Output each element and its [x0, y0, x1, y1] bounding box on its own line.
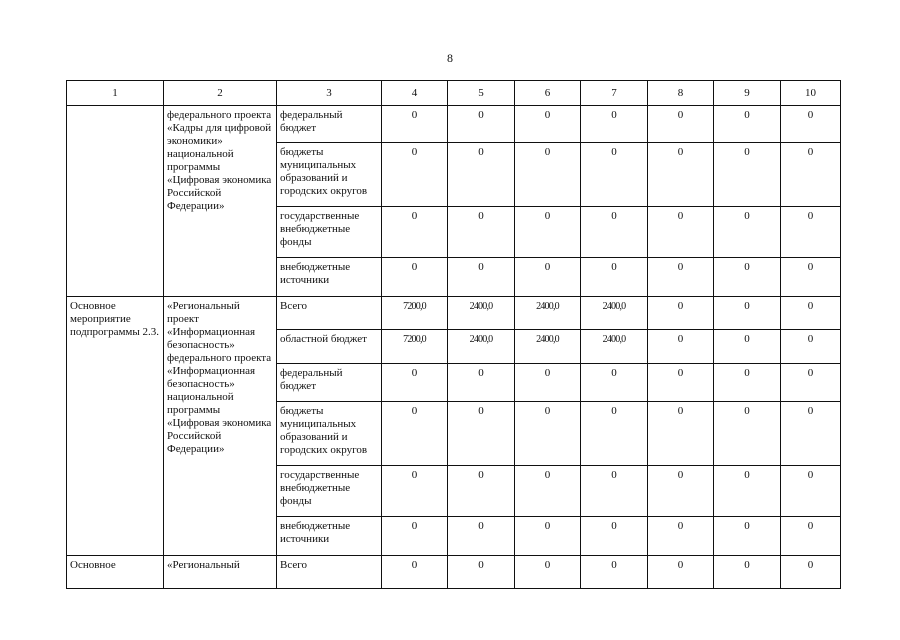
- amount-cell: 0: [448, 517, 515, 556]
- amount-cell: 0: [515, 466, 581, 517]
- amount-cell: 0: [781, 106, 841, 143]
- amount-cell: 0: [448, 402, 515, 466]
- amount-cell: 0: [515, 517, 581, 556]
- project-name-cell: «Региональный: [164, 556, 277, 589]
- amount-cell: 0: [714, 207, 781, 258]
- amount-cell: 0: [448, 143, 515, 207]
- funding-source-cell: бюджеты муниципальных образований и городских округов: [277, 402, 382, 466]
- amount-cell: 0: [648, 258, 714, 297]
- amount-cell: 0: [714, 517, 781, 556]
- column-number: 1: [67, 81, 164, 106]
- amount-cell: 0: [581, 402, 648, 466]
- amount-cell: 0: [781, 466, 841, 517]
- amount-cell: 0: [382, 517, 448, 556]
- amount-cell: 0: [648, 517, 714, 556]
- amount-cell: 7200,0: [382, 330, 448, 364]
- amount-cell: 0: [515, 556, 581, 589]
- amount-cell: 0: [382, 207, 448, 258]
- amount-cell: 0: [781, 517, 841, 556]
- amount-cell: 0: [382, 106, 448, 143]
- column-number: 4: [382, 81, 448, 106]
- amount-cell: 0: [781, 297, 841, 330]
- funding-source-cell: областной бюджет: [277, 330, 382, 364]
- amount-cell: 7200,0: [382, 297, 448, 330]
- amount-cell: 0: [714, 297, 781, 330]
- amount-cell: 0: [515, 402, 581, 466]
- amount-cell: 0: [648, 106, 714, 143]
- amount-cell: 0: [581, 466, 648, 517]
- funding-source-cell: государственные внебюджетные фонды: [277, 207, 382, 258]
- amount-cell: 0: [781, 143, 841, 207]
- amount-cell: 0: [448, 207, 515, 258]
- amount-cell: 0: [781, 330, 841, 364]
- column-number-row: [67, 81, 841, 106]
- amount-cell: 0: [581, 143, 648, 207]
- table-row: [67, 297, 841, 330]
- amount-cell: 0: [781, 402, 841, 466]
- funding-source-cell: федеральный бюджет: [277, 106, 382, 143]
- amount-cell: 0: [648, 207, 714, 258]
- amount-cell: 2400,0: [448, 330, 515, 364]
- amount-cell: 0: [714, 556, 781, 589]
- amount-cell: 0: [781, 258, 841, 297]
- project-name-cell: «Региональный проект «Информационная безопасность» федерального проекта «Информационная безопасность» национальной программы «Цифровая экономика Российской Федерации»: [164, 297, 277, 556]
- column-number: 5: [448, 81, 515, 106]
- budget-table: [66, 80, 841, 589]
- amount-cell: 0: [581, 207, 648, 258]
- column-number: 6: [515, 81, 581, 106]
- amount-cell: 0: [648, 364, 714, 402]
- amount-cell: 0: [448, 106, 515, 143]
- amount-cell: 0: [382, 143, 448, 207]
- amount-cell: 0: [714, 258, 781, 297]
- amount-cell: 0: [714, 106, 781, 143]
- amount-cell: 0: [382, 258, 448, 297]
- amount-cell: 0: [581, 517, 648, 556]
- amount-cell: 0: [714, 143, 781, 207]
- funding-source-cell: федеральный бюджет: [277, 364, 382, 402]
- amount-cell: 0: [382, 402, 448, 466]
- amount-cell: 0: [515, 207, 581, 258]
- amount-cell: 0: [648, 297, 714, 330]
- amount-cell: 0: [515, 258, 581, 297]
- amount-cell: 0: [714, 364, 781, 402]
- amount-cell: 0: [515, 364, 581, 402]
- column-number: 2: [164, 81, 277, 106]
- table-row: [67, 556, 841, 589]
- event-name-cell: Основное мероприятие подпрограммы 2.3.: [67, 297, 164, 556]
- funding-source-cell: государственные внебюджетные фонды: [277, 466, 382, 517]
- event-name-cell: Основное: [67, 556, 164, 589]
- funding-source-cell: внебюджетные источники: [277, 258, 382, 297]
- amount-cell: 2400,0: [581, 330, 648, 364]
- column-number: 3: [277, 81, 382, 106]
- funding-source-cell: Всего: [277, 297, 382, 330]
- funding-source-cell: Всего: [277, 556, 382, 589]
- event-name-cell: [67, 106, 164, 297]
- amount-cell: 0: [581, 258, 648, 297]
- amount-cell: 0: [448, 556, 515, 589]
- amount-cell: 0: [515, 143, 581, 207]
- amount-cell: 0: [581, 106, 648, 143]
- column-number: 9: [714, 81, 781, 106]
- amount-cell: 0: [581, 364, 648, 402]
- column-number: 10: [781, 81, 841, 106]
- amount-cell: 0: [714, 402, 781, 466]
- amount-cell: 2400,0: [515, 330, 581, 364]
- amount-cell: 0: [382, 466, 448, 517]
- column-number: 8: [648, 81, 714, 106]
- table-row: [67, 106, 841, 143]
- amount-cell: 0: [714, 330, 781, 364]
- funding-source-cell: внебюджетные источники: [277, 517, 382, 556]
- amount-cell: 2400,0: [515, 297, 581, 330]
- amount-cell: 0: [515, 106, 581, 143]
- amount-cell: 0: [648, 556, 714, 589]
- page-number: 8: [447, 51, 453, 65]
- amount-cell: 2400,0: [448, 297, 515, 330]
- amount-cell: 0: [448, 466, 515, 517]
- amount-cell: 0: [714, 466, 781, 517]
- amount-cell: 2400,0: [581, 297, 648, 330]
- amount-cell: 0: [781, 364, 841, 402]
- amount-cell: 0: [781, 207, 841, 258]
- amount-cell: 0: [448, 258, 515, 297]
- amount-cell: 0: [648, 143, 714, 207]
- amount-cell: 0: [382, 556, 448, 589]
- amount-cell: 0: [648, 402, 714, 466]
- amount-cell: 0: [648, 330, 714, 364]
- amount-cell: 0: [781, 556, 841, 589]
- column-number: 7: [581, 81, 648, 106]
- amount-cell: 0: [448, 364, 515, 402]
- amount-cell: 0: [648, 466, 714, 517]
- funding-source-cell: бюджеты муниципальных образований и городских округов: [277, 143, 382, 207]
- amount-cell: 0: [581, 556, 648, 589]
- project-name-cell: федерального проекта «Кадры для цифровой экономики» национальной программы «Цифровая экономика Российской Федерации»: [164, 106, 277, 297]
- amount-cell: 0: [382, 364, 448, 402]
